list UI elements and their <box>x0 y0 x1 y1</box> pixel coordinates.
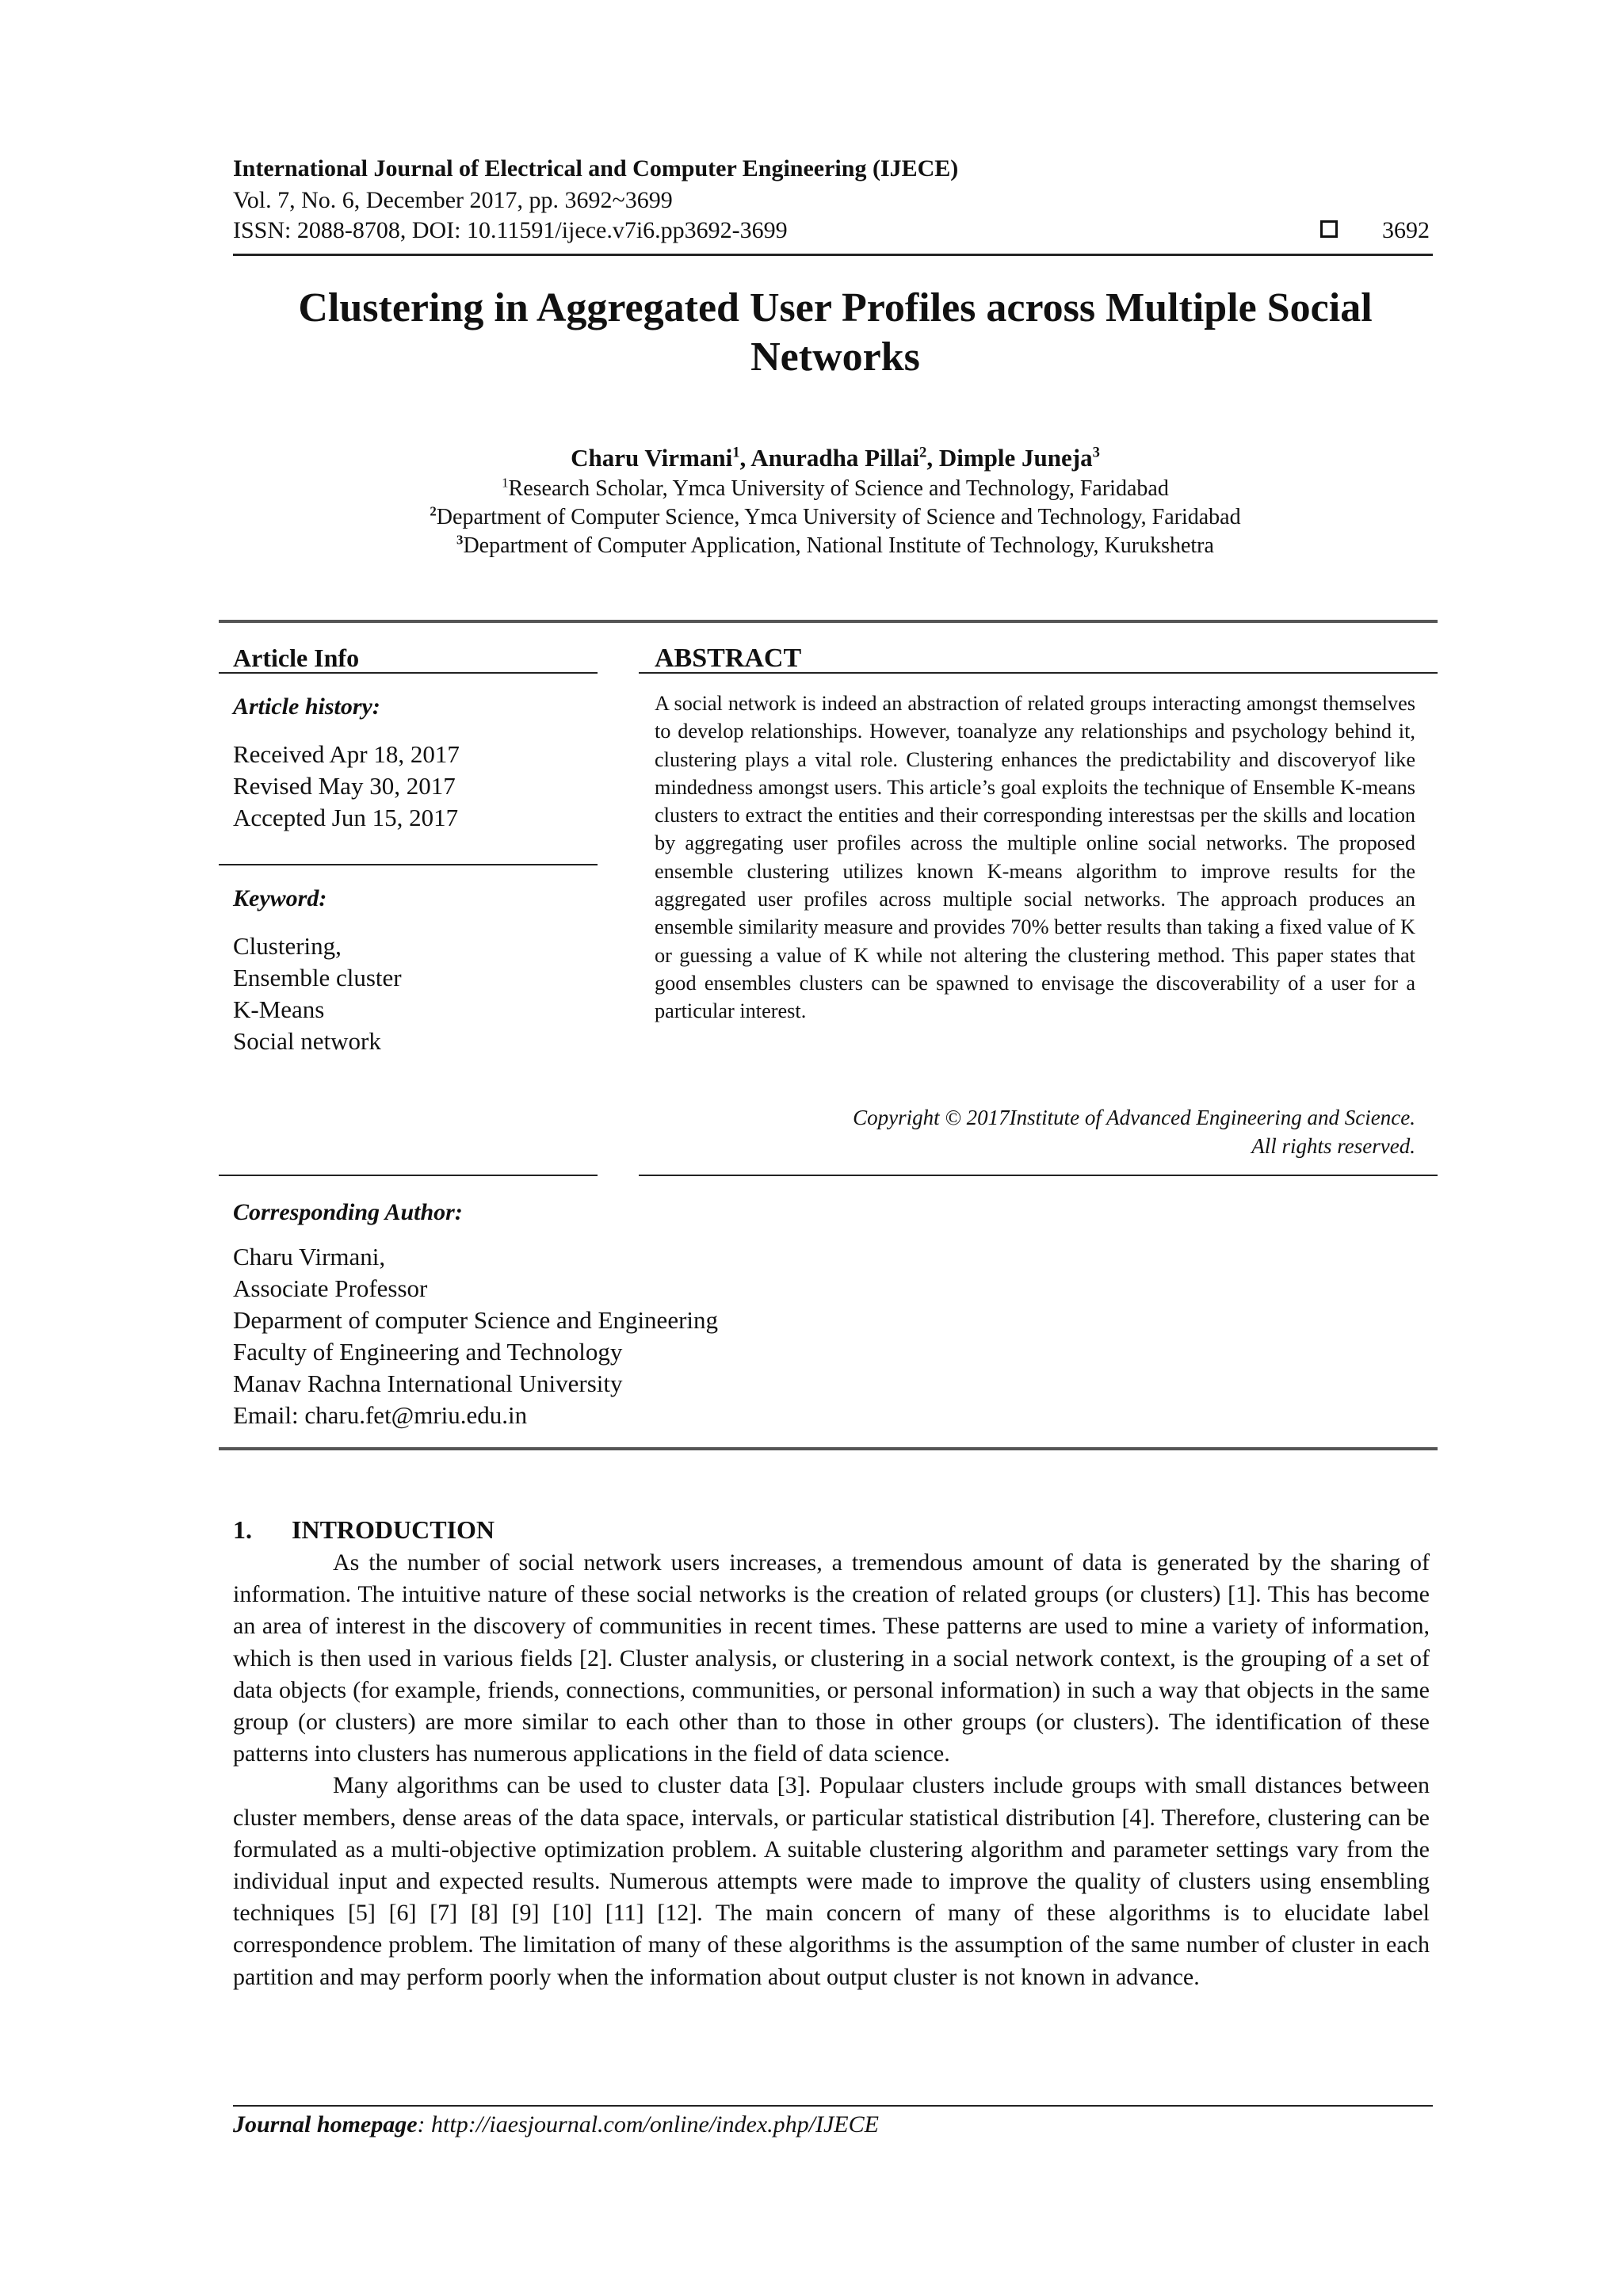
article-info-rule <box>219 672 598 674</box>
corresponding-author-heading: Corresponding Author: <box>233 1199 463 1225</box>
copyright-notice: Copyright © 2017Institute of Advanced Engineering and Science. All rights reserved. <box>853 1106 1415 1158</box>
affiliation: $^2$Department of Computer Science, Ymca University of Science and Technology, Faridabad <box>430 503 1241 529</box>
journal-volume: Vol. 7, No. 6, December 2017, pp. 3692~3699 <box>233 187 673 213</box>
author-name: Dimple Juneja <box>938 444 1093 472</box>
affiliation: $^1$Research Scholar, Ymca University of Science and Technology, Faridabad <box>502 475 1169 501</box>
journal-homepage-link[interactable]: http://iaesjournal.com/online/index.php/IJECE <box>431 2111 879 2137</box>
article-history-label: Article history: <box>233 693 380 720</box>
header-rule <box>233 254 1433 256</box>
introduction-body <box>233 1547 1430 1993</box>
checkbox-icon <box>1320 220 1338 238</box>
section-heading-introduction: 1. INTRODUCTION <box>233 1515 495 1544</box>
keyword-item: K-Means <box>233 995 325 1023</box>
info-box-bottom-rule <box>219 1447 1438 1450</box>
keyword-item: Clustering, <box>233 932 342 960</box>
keyword-rule <box>219 864 598 865</box>
paper-title: Clustering in Aggregated User Profiles across Multiple Social Networks <box>298 285 1373 380</box>
abstract-heading: ABSTRACT <box>655 644 802 673</box>
keyword-item: Social network <box>233 1027 381 1055</box>
journal-homepage: Journal homepage: http://iaesjournal.com/online/index.php/IJECE <box>233 2111 879 2137</box>
abstract-text: A social network is indeed an abstraction of related groups interacting amongst themselves to develop relationships. However, toanalyze any relationships and psychology behind it, clustering plays a vital role. Clustering enhances the predictability and discoveryof like mindedness amongst users. This article’s goal exploits the technique of Ensemble K-means clusters to extract the entities and their corresponding interestsas per the skills and location by aggregating user profiles across the multiple online social networks. The proposed ensemble clustering utilizes known K-means algorithm to improve results for the aggregated user profiles across multiple social networks. The approach produces an ensemble similarity measure and provides 70% better results than taking a fixed value of K or guessing a value of K while not altering the clustering method. This paper states that good ensembles clusters can be spawned to envisage the discoverability of a user for a particular interest. <box>655 692 1415 1023</box>
journal-name: International Journal of Electrical and Computer Engineering (IJECE) <box>233 155 959 181</box>
article-info-heading: Article Info <box>233 644 360 672</box>
corresponding-author-details: Charu Virmani, Associate Professor Deparment of computer Science and Engineering Faculty of Engineering and Technology Manav Rachna International University Email: charu.fet@mriu.edu.in <box>233 1243 719 1429</box>
author-list: Charu Virmani$^1$, Anuradha Pillai$^2$, Dimple Juneja$^3$ <box>571 444 1100 472</box>
received-date: Received Apr 18, 2017 <box>233 740 460 768</box>
keyword-label: Keyword: <box>233 885 327 911</box>
keyword-item: Ensemble cluster <box>233 964 402 991</box>
info-bottom-rule <box>219 1175 598 1176</box>
journal-issn-doi: ISSN: 2088-8708, DOI: 10.11591/ijece.v7i6.pp3692-3699 <box>233 217 788 243</box>
author-name: Anuradha Pillai <box>750 444 920 472</box>
paragraph: As the number of social network users increases, a tremendous amount of data is generated by the sharing of information. The intuitive nature of these social networks is the creation of related groups (or clusters) [1]. This has become an area of interest in the discovery of communities in recent times. These patterns are used to mine a variety of information, which is then used in various fields [2]. Cluster analysis, or clustering in a social network context, is the grouping of a set of data objects (for example, friends, connections, communities, or personal information) in such a way that objects in the same group (or clusters) are more similar to each other than to those in other groups (or clusters). The identification of these patterns into clusters has numerous applications in the field of data science. <box>233 1549 1430 1767</box>
revised-date: Revised May 30, 2017 <box>233 772 456 800</box>
footer-rule <box>233 2105 1433 2107</box>
info-box-top-rule <box>219 620 1438 623</box>
paragraph: Many algorithms can be used to cluster data [3]. Populaar clusters include groups with small distances between cluster members, dense areas of the data space, intervals, or particular statistical distribution [4]. Therefore, clustering can be formulated as a multi-objective optimization problem. A suitable clustering algorithm and parameter settings vary from the individual input and expected results. Numerous attempts were made to improve the quality of clusters using ensembling techniques [5] [6] [7] [8] [9] [10] [11] [12]. The main concern of many of these algorithms is to elucidate label correspondence problem. The limitation of many of these algorithms is the assumption of the same number of cluster in each partition and may perform poorly when the information about output cluster is not known in advance. <box>233 1772 1430 1990</box>
author-name: Charu Virmani <box>571 444 733 472</box>
abstract-bottom-rule <box>639 1175 1438 1176</box>
accepted-date: Accepted Jun 15, 2017 <box>233 804 459 831</box>
affiliation: $^3$Department of Computer Application, National Institute of Technology, Kurukshetra <box>456 532 1214 558</box>
page-number: 3692 <box>1382 217 1430 243</box>
